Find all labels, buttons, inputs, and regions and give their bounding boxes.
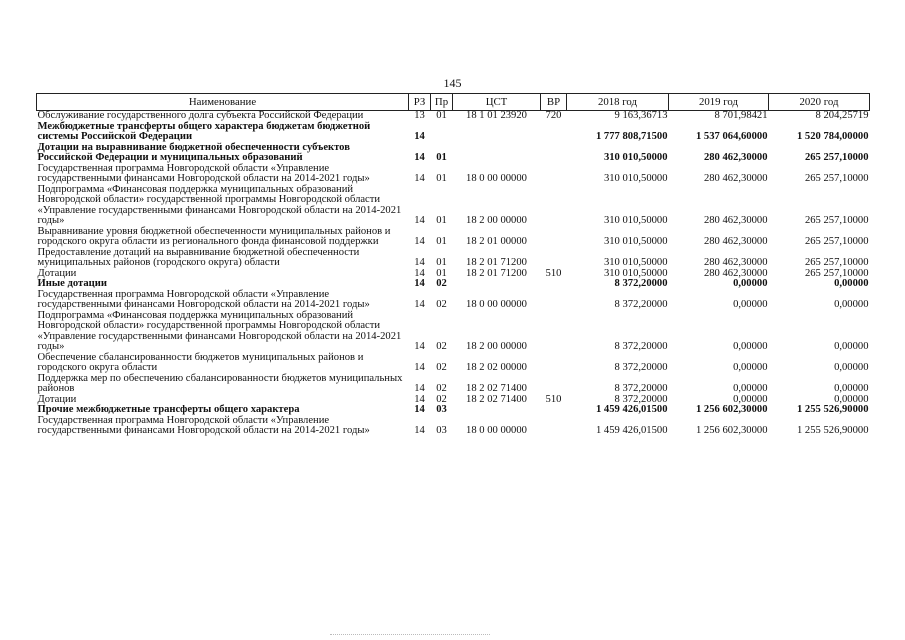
table-cell-2020: 0,00000 <box>834 278 869 289</box>
table-cell-2020: 0,00000 <box>834 362 869 373</box>
table-cell-vr <box>541 405 567 416</box>
table-cell-cst <box>453 405 541 416</box>
column-header-vr: ВР <box>541 94 567 111</box>
table-cell-rz: 14 <box>414 299 425 310</box>
table-cell-2020: 0,00000 <box>834 341 869 352</box>
table-cell-cst: 18 0 00 00000 <box>466 425 527 436</box>
table-cell-2019: 0,00000 <box>733 383 768 394</box>
table-cell-vr <box>541 353 567 374</box>
table-cell-cst <box>453 279 541 290</box>
table-cell-2020: 0,00000 <box>834 299 869 310</box>
table-cell-2020: 265 257,10000 <box>804 236 869 247</box>
table-cell-2018: 8 372,20000 <box>614 383 668 394</box>
budget-table <box>36 93 870 437</box>
table-cell-2019: 280 462,30000 <box>703 173 768 184</box>
table-cell-2020: 1 520 784,00000 <box>796 131 869 142</box>
table-cell-rz: 14 <box>414 267 425 279</box>
table-row <box>37 416 870 437</box>
table-cell-cst <box>453 122 541 143</box>
table-cell-pr: 02 <box>436 278 447 289</box>
table-cell-2018: 8 372,20000 <box>614 341 668 352</box>
table-cell-cst <box>453 143 541 164</box>
table-cell-2018: 9 163,36713 <box>614 110 668 121</box>
table-cell-rz: 14 <box>414 278 425 289</box>
table-cell-pr: 02 <box>436 362 447 373</box>
table-cell-cst: 18 2 00 00000 <box>466 341 527 352</box>
table-cell-2019: 280 462,30000 <box>703 267 768 279</box>
table-cell-vr: 720 <box>545 110 562 121</box>
table-cell-2019: 1 256 602,30000 <box>695 425 768 436</box>
table-cell-vr: 510 <box>545 267 562 279</box>
table-cell-2019: 1 256 602,30000 <box>695 404 768 415</box>
table-row <box>37 290 870 311</box>
table-cell-cst: 18 2 01 71200 <box>466 257 527 268</box>
table-cell-2019: 280 462,30000 <box>703 257 768 268</box>
table-cell-name: Государственная программа Новгородской области «Управление государственными финансами Новгородской области на 2014-2021 годы» <box>37 162 370 184</box>
table-cell-pr: 01 <box>436 173 447 184</box>
table-cell-2018: 1 459 426,01500 <box>595 404 668 415</box>
scan-artifact-line <box>330 634 490 637</box>
table-cell-2020: 1 255 526,90000 <box>796 404 869 415</box>
table-cell-2020: 265 257,10000 <box>804 257 869 268</box>
table-cell-rz: 14 <box>414 131 425 142</box>
table-cell-pr: 02 <box>436 341 447 352</box>
table-cell-2019: 280 462,30000 <box>703 152 768 163</box>
table-cell-2018: 310 010,50000 <box>603 257 668 268</box>
table-cell-2018: 310 010,50000 <box>603 267 668 279</box>
table-cell-name: Прочие межбюджетные трансферты общего характера <box>37 404 300 415</box>
table-cell-pr <box>431 122 453 143</box>
table-cell-vr <box>541 374 567 395</box>
table-cell-2018: 1 777 808,71500 <box>595 131 668 142</box>
table-cell-rz: 14 <box>414 404 425 415</box>
table-cell-cst: 18 2 02 71400 <box>466 393 527 405</box>
table-cell-name: Иные дотации <box>37 278 107 289</box>
table-cell-2018: 1 459 426,01500 <box>595 425 668 436</box>
table-cell-2020: 0,00000 <box>834 393 869 405</box>
table-cell-vr <box>541 185 567 227</box>
table-cell-rz: 14 <box>414 393 425 405</box>
table-cell-vr <box>541 290 567 311</box>
table-cell-2020: 265 257,10000 <box>804 173 869 184</box>
table-row <box>37 374 870 395</box>
table-cell-2020: 265 257,10000 <box>804 215 869 226</box>
table-cell-name: Государственная программа Новгородской области «Управление государственными финансами Новгородской области на 2014-2021 годы» <box>37 414 370 436</box>
column-header-pr: Пр <box>431 94 453 111</box>
table-cell-2020: 265 257,10000 <box>804 152 869 163</box>
table-cell-vr <box>541 122 567 143</box>
table-cell-2020: 265 257,10000 <box>804 267 869 279</box>
table-row <box>37 227 870 248</box>
table-cell-name: Выравнивание уровня бюджетной обеспеченности муниципальных районов и городского округа области из регионального фонда финансовой поддержки <box>37 225 391 247</box>
table-row <box>37 405 870 416</box>
table-cell-rz: 14 <box>414 362 425 373</box>
table-cell-name: Предоставление дотаций на выравнивание бюджетной обеспеченности муниципальных районов (городского округа) области <box>37 246 360 268</box>
table-cell-2019: 8 701,98421 <box>714 110 768 121</box>
table-cell-2018: 8 372,20000 <box>614 299 668 310</box>
table-cell-pr: 02 <box>436 393 447 405</box>
column-header-name: Наименование <box>37 94 409 111</box>
table-cell-name: Обслуживание государственного долга субъекта Российской Федерации <box>37 110 364 121</box>
table-cell-rz: 14 <box>414 173 425 184</box>
table-cell-rz: 14 <box>414 236 425 247</box>
table-cell-pr: 01 <box>436 236 447 247</box>
table-header-row <box>37 94 870 111</box>
table-cell-2020: 1 255 526,90000 <box>796 425 869 436</box>
table-cell-vr <box>541 143 567 164</box>
table-row <box>37 122 870 143</box>
table-cell-rz: 13 <box>414 110 425 121</box>
table-row <box>37 311 870 353</box>
table-cell-cst: 18 1 01 23920 <box>466 110 527 121</box>
table-cell-rz: 14 <box>414 425 425 436</box>
table-cell-pr: 01 <box>436 257 447 268</box>
table-row <box>37 143 870 164</box>
table-cell-2019: 280 462,30000 <box>703 215 768 226</box>
table-cell-rz: 14 <box>414 152 425 163</box>
table-cell-name: Межбюджетные трансферты общего характера бюджетам бюджетной системы Российской Федерации <box>37 120 371 142</box>
table-cell-vr: 510 <box>545 393 562 405</box>
table-cell-pr: 03 <box>436 425 447 436</box>
table-body <box>37 111 870 437</box>
table-cell-cst: 18 0 00 00000 <box>466 299 527 310</box>
page-number: 145 <box>443 76 462 90</box>
table-cell-name: Государственная программа Новгородской области «Управление государственными финансами Новгородской области на 2014-2021 годы» <box>37 288 370 310</box>
table-cell-rz: 14 <box>414 257 425 268</box>
table-cell-2020: 8 204,25719 <box>815 110 869 121</box>
table-cell-cst: 18 2 00 00000 <box>466 215 527 226</box>
table-cell-vr <box>541 164 567 185</box>
table-cell-name: Дотации <box>37 267 77 279</box>
table-cell-pr: 02 <box>436 299 447 310</box>
table-cell-name: Обеспечение сбалансированности бюджетов муниципальных районов и городского округа области <box>37 351 364 373</box>
table-cell-2018: 8 372,20000 <box>614 278 668 289</box>
table-cell-pr: 01 <box>436 215 447 226</box>
table-cell-2018: 310 010,50000 <box>603 173 668 184</box>
table-cell-2018: 310 010,50000 <box>603 152 668 163</box>
table-cell-cst: 18 2 01 00000 <box>466 236 527 247</box>
table-cell-2020: 0,00000 <box>834 383 869 394</box>
table-cell-2018: 310 010,50000 <box>603 215 668 226</box>
table-cell-cst: 18 2 02 71400 <box>466 383 527 394</box>
table-cell-cst: 18 2 01 71200 <box>466 267 527 279</box>
table-cell-cst: 18 2 02 00000 <box>466 362 527 373</box>
table-cell-name: Подпрограмма «Финансовая поддержка муниципальных образований Новгородской области» государственной программы Новгородской области «Управление государственными финансами Новгородской области на 2014-2021 годы» <box>37 309 402 352</box>
column-header-rz: РЗ <box>409 94 431 111</box>
column-header-2020: 2020 год <box>769 94 870 111</box>
table-row <box>37 248 870 269</box>
table-cell-pr: 01 <box>436 152 447 163</box>
table-cell-2019: 0,00000 <box>733 299 768 310</box>
table-cell-name: Поддержка мер по обеспечению сбалансированности бюджетов муниципальных районов <box>37 372 403 394</box>
table-cell-2019: 0,00000 <box>733 278 768 289</box>
table-cell-2018: 8 372,20000 <box>614 362 668 373</box>
table-cell-vr <box>541 227 567 248</box>
table-cell-pr: 02 <box>436 383 447 394</box>
table-cell-rz: 14 <box>414 215 425 226</box>
table-cell-name: Дотации на выравнивание бюджетной обеспеченности субъектов Российской Федерации и муниципальных образований <box>37 141 350 163</box>
table-cell-cst: 18 0 00 00000 <box>466 173 527 184</box>
table-cell-2018: 8 372,20000 <box>614 393 668 405</box>
table-cell-2019: 280 462,30000 <box>703 236 768 247</box>
table-cell-vr <box>541 416 567 437</box>
table-cell-name: Дотации <box>37 393 77 405</box>
table-row <box>37 111 870 122</box>
table-cell-2018: 310 010,50000 <box>603 236 668 247</box>
table-cell-name: Подпрограмма «Финансовая поддержка муниципальных образований Новгородской области» государственной программы Новгородской области «Управление государственными финансами Новгородской области на 2014-2021 годы» <box>37 183 402 226</box>
table-row <box>37 164 870 185</box>
table-cell-2019: 0,00000 <box>733 362 768 373</box>
table-cell-2019: 0,00000 <box>733 341 768 352</box>
table-cell-rz: 14 <box>414 341 425 352</box>
table-cell-vr <box>541 248 567 269</box>
column-header-cst: ЦСТ <box>453 94 541 111</box>
table-cell-vr <box>541 311 567 353</box>
table-row <box>37 279 870 290</box>
table-cell-vr <box>541 279 567 290</box>
table-cell-pr: 01 <box>436 267 447 279</box>
table-row <box>37 353 870 374</box>
column-header-2019: 2019 год <box>669 94 769 111</box>
table-cell-rz: 14 <box>414 383 425 394</box>
column-header-2018: 2018 год <box>567 94 669 111</box>
table-cell-2019: 1 537 064,60000 <box>695 131 768 142</box>
table-cell-2019: 0,00000 <box>733 393 768 405</box>
table-cell-pr: 03 <box>436 404 447 415</box>
table-cell-pr: 01 <box>436 110 447 121</box>
table-row <box>37 185 870 227</box>
